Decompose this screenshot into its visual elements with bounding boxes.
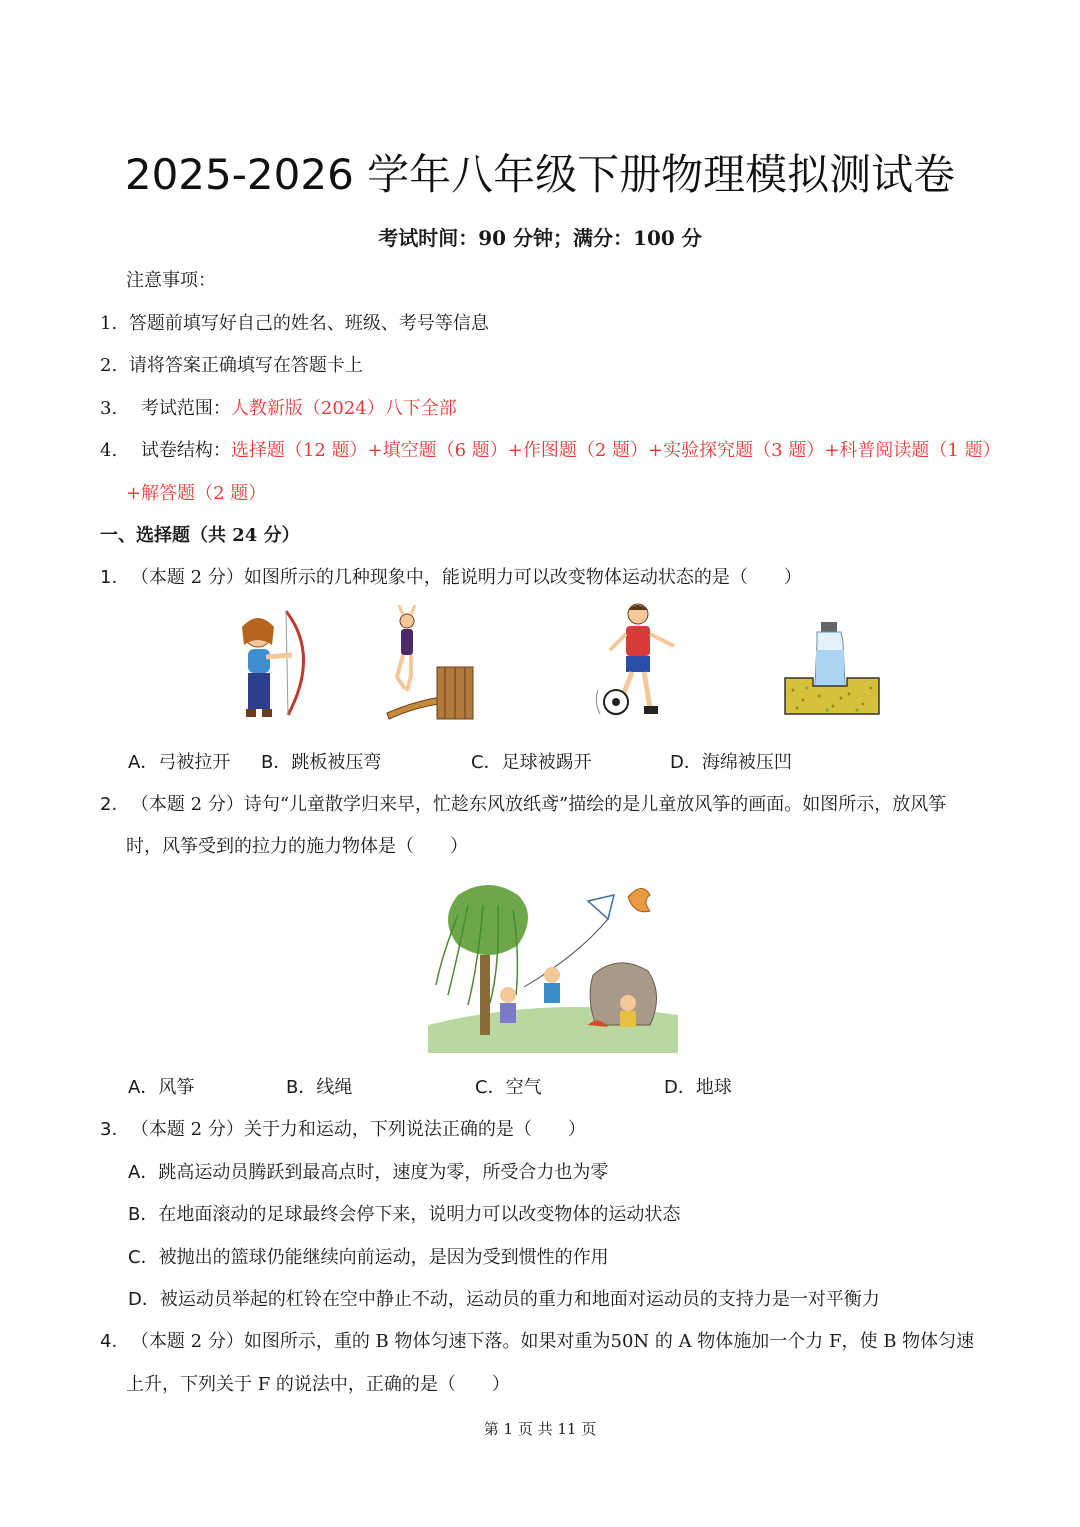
notice-item-1 [100, 309, 489, 335]
option-text: 风筝 [158, 1077, 195, 1098]
option-key: D． [128, 1289, 160, 1310]
question-number: 3. [100, 1119, 118, 1140]
option-key: D． [664, 1077, 696, 1098]
option-key: A． [128, 1162, 159, 1183]
option-text: 被运动员举起的杠铃在空中静止不动，运动员的重力和地面对运动员的支持力是一对平衡力 [159, 1289, 880, 1310]
question-2 [100, 790, 946, 816]
option-key: C． [128, 1247, 159, 1268]
page-number: 第 1 页 共 11 页 [483, 1420, 597, 1438]
option-key: B． [286, 1077, 317, 1098]
notice-item-label: 考试范围： [140, 398, 231, 419]
option-text: 跳高运动员腾跃到最高点时，速度为零，所受合力也为零 [158, 1162, 609, 1183]
option-text: 在地面滚动的足球最终会停下来，说明力可以改变物体的运动状态 [158, 1204, 681, 1225]
question-3 [100, 1115, 586, 1141]
option-b[interactable] [286, 1073, 352, 1099]
option-text: 海绵被压凹 [701, 752, 792, 773]
option-d[interactable] [128, 1285, 880, 1311]
option-key: C． [475, 1077, 506, 1098]
question-4-cont: 上升，下列关于 F 的说法中，正确的是（ ） [126, 1374, 510, 1395]
notice-item-num: 3. [100, 398, 118, 419]
option-key: A． [128, 1077, 159, 1098]
exam-info: 考试时间：90 分钟；满分：100 分 [378, 226, 702, 250]
option-a[interactable] [128, 748, 230, 774]
soccer-kick-figure [592, 602, 684, 724]
notice-item-3 [100, 394, 457, 420]
notice-item-text: 请将答案正确填写在答题卡上 [128, 355, 363, 376]
sponge-bottle-figure [783, 620, 881, 716]
option-text: 足球被踢开 [501, 752, 592, 773]
option-c[interactable] [471, 748, 592, 774]
option-key: A． [128, 752, 159, 773]
option-key: B． [128, 1204, 159, 1225]
option-b[interactable] [128, 1200, 680, 1226]
question-number: 2. [100, 794, 118, 815]
option-b[interactable] [261, 748, 381, 774]
question-number: 1. [100, 567, 118, 588]
question-text: （本题 2 分）如图所示，重的 B 物体匀速下落。如果对重为50N 的 A 物体施加一个力 F，使 B 物体匀速 [130, 1331, 975, 1352]
notice-item-num: 2. [100, 355, 118, 376]
question-2-cont: 时，风筝受到的拉力的施力物体是（ ） [126, 836, 468, 857]
notice-heading: 注意事项： [126, 270, 216, 291]
option-d[interactable] [664, 1073, 732, 1099]
question-number: 4. [100, 1331, 118, 1352]
option-key: B． [261, 752, 292, 773]
exam-structure: 选择题（12 题）+填空题（6 题）+作图题（2 题）+实验探究题（3 题）+科普阅读题（1 题） [230, 440, 1001, 461]
option-key: D． [670, 752, 702, 773]
option-text: 弓被拉开 [158, 752, 231, 773]
option-c[interactable] [128, 1243, 609, 1269]
option-text: 地球 [695, 1077, 732, 1098]
question-4 [100, 1327, 974, 1353]
archer-girl-figure [228, 605, 318, 723]
option-text: 空气 [505, 1077, 542, 1098]
notice-item-num: 1. [100, 313, 118, 334]
notice-item-num: 4. [100, 440, 118, 461]
question-text: （本题 2 分）关于力和运动，下列说法正确的是（ ） [130, 1119, 586, 1140]
option-d[interactable] [670, 748, 792, 774]
exam-structure-cont: +解答题（2 题） [126, 483, 267, 504]
question-text: （本题 2 分）诗句“儿童散学归来早，忙趁东风放纸鸢”描绘的是儿童放风筝的画面。如图所示，放风筝 [130, 794, 947, 815]
notice-item-label: 试卷结构： [140, 440, 231, 461]
diving-board-figure [385, 605, 477, 723]
question-1 [100, 563, 802, 589]
question-text: （本题 2 分）如图所示的几种现象中，能说明力可以改变物体运动状态的是（ ） [130, 567, 802, 588]
notice-item-4 [100, 436, 1001, 462]
notice-item-text: 答题前填写好自己的姓名、班级、考号等信息 [128, 313, 489, 334]
exam-scope: 人教新版（2024）八下全部 [230, 398, 457, 419]
option-text: 跳板被压弯 [291, 752, 382, 773]
option-text: 线绳 [316, 1077, 353, 1098]
option-key: C． [471, 752, 502, 773]
option-a[interactable] [128, 1073, 194, 1099]
option-a[interactable] [128, 1158, 608, 1184]
kite-flying-figure [428, 875, 678, 1053]
option-text: 被抛出的篮球仍能继续向前运动，是因为受到惯性的作用 [158, 1247, 609, 1268]
page-title: 2025-2026 学年八年级下册物理模拟测试卷 [124, 150, 956, 199]
section-heading: 一、选择题（共 24 分） [100, 525, 300, 546]
notice-item-2 [100, 351, 363, 377]
option-c[interactable] [475, 1073, 542, 1099]
